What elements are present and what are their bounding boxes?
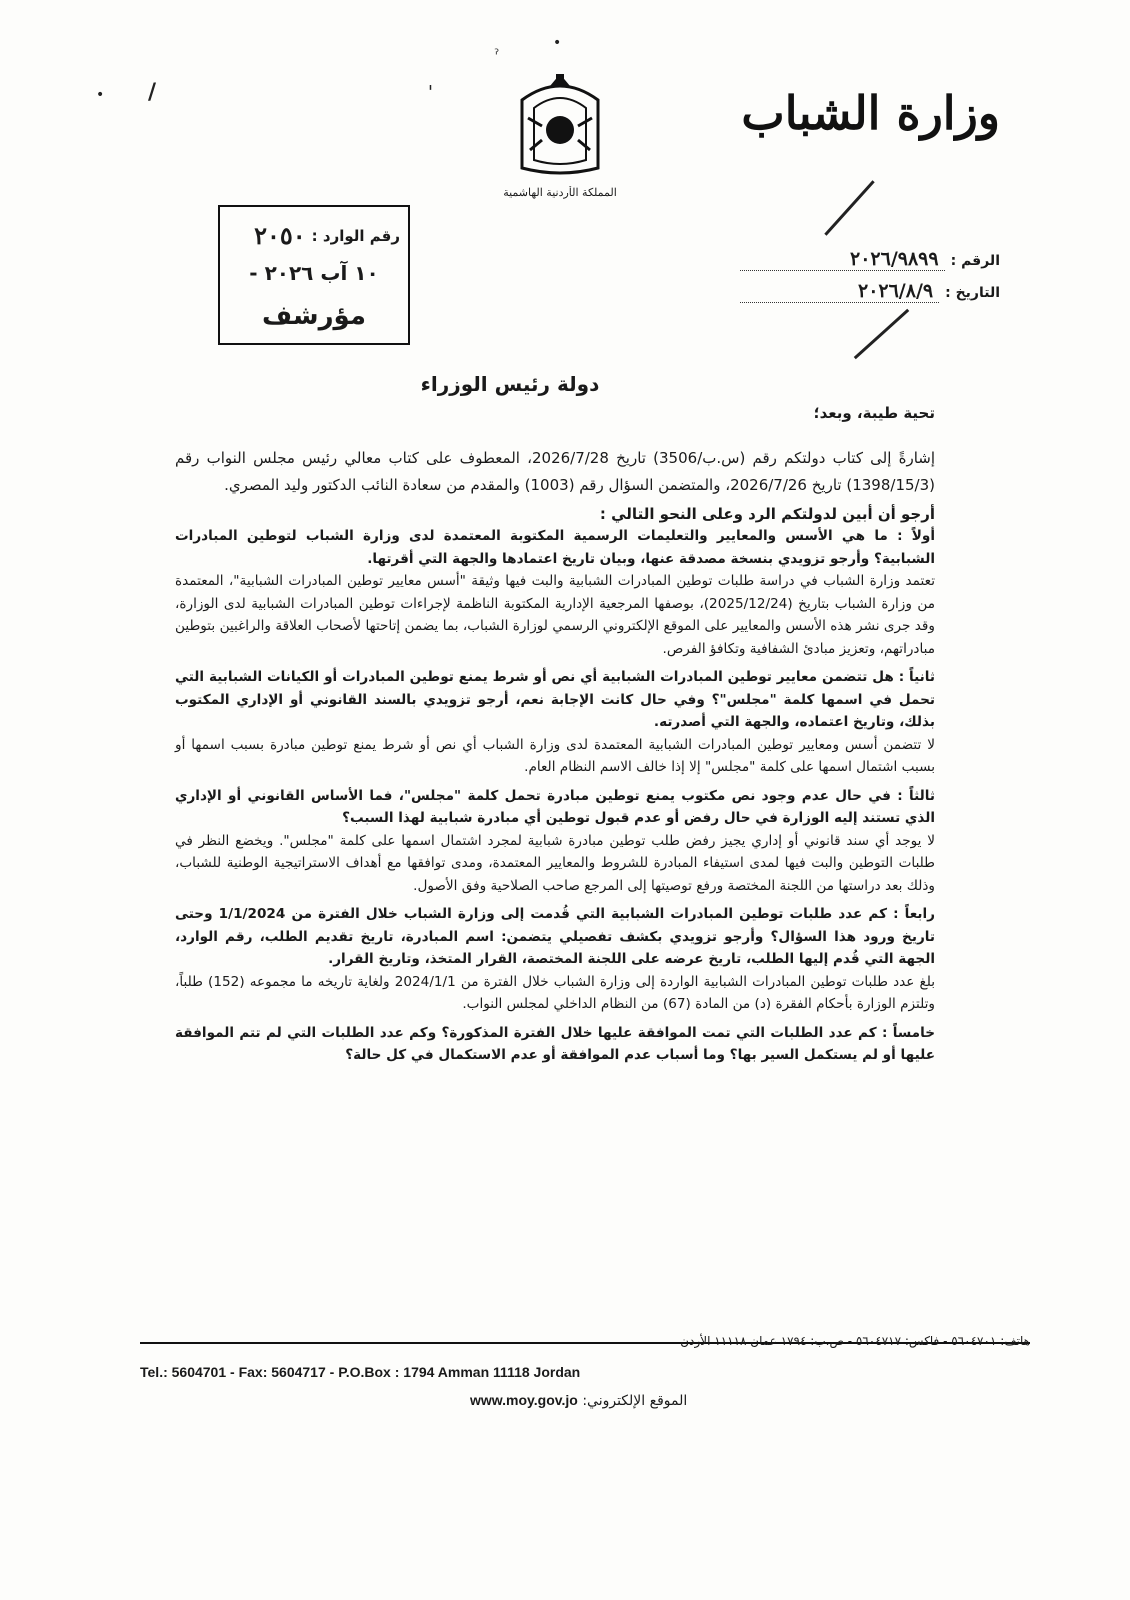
stamp-date: ١٠ آب ٢٠٢٦ - bbox=[249, 261, 379, 285]
pen-stroke bbox=[854, 309, 910, 359]
stamp-number-row bbox=[224, 221, 400, 250]
intro-paragraph: إشارةً إلى كتاب دولتكم رقم (س.ب/3506) تاريخ 2026/7/28، المعطوف على كتاب معالي رئيس مجلس النواب رقم (1398/15/3) تاريخ 2026/7/26، والمتضمن السؤال رقم (1003) والمقدم من سعادة النائب الدكتور وليد المصري. bbox=[175, 448, 936, 494]
letter-body bbox=[175, 402, 935, 1067]
stamp-label: رقم الوارد : bbox=[311, 226, 400, 245]
answer-3: لا يوجد أي سند قانوني أو إداري يجيز رفض طلب توطين مبادرة شبابية لمجرد اشتمال اسمها على كلمة "مجلس". ويخضع النظر في طلبات التوطين والبت فيها لمدى استيفاء المبادرة للشروط والمعايير المعتمدة، ومدى توافقها مع أهداف الاستراتيجية الوطنية للشباب، وذلك بعد دراستها من اللجنة المختصة ورفع توصيتها إلى المرجع صاحب الصلاحية وفق الأصول. bbox=[175, 832, 935, 894]
question-5: خامساً : كم عدد الطلبات التي تمت الموافقة عليها خلال الفترة المذكورة؟ وكم عدد الطلبات التي لم تتم الموافقة عليها أو لم يستكمل السير بها؟ وما أسباب عدم الموافقة أو عدم الاستكمال في كل حالة؟ bbox=[175, 1024, 935, 1063]
reference-date-value: ٢٠٢٦/٨/٩ bbox=[740, 280, 939, 303]
scan-speck: ˀ bbox=[494, 47, 500, 63]
reference-number-row bbox=[740, 248, 1000, 280]
stamp-number: ٢٠٥٠ bbox=[254, 221, 306, 250]
answer-1: تعتمد وزارة الشباب في دراسة طلبات توطين المبادرات الشبابية والبت فيها وثيقة "أسس معايير توطين المبادرات الشبابية"، المعتمدة من وزارة الشباب بتاريخ (2025/12/24)، بوصفها المرجعية الإدارية المكتوبة الناظمة لإجراءات توطين المبادرات الشبابية لدى الوزارة، وقد جرى نشر هذه الأسس والمعايير على الموقع الإلكتروني الرسمي لوزارة الشباب، بما يضمن إتاحتها لأصحاب العلاقة والراغبين بتوطين مبادراتهم، وتعزيز مبادئ الشفافية وتكافؤ الفرص. bbox=[175, 573, 936, 657]
scan-speck: ' bbox=[428, 82, 433, 103]
pen-stroke bbox=[824, 180, 874, 236]
addressee: دولة رئيس الوزراء bbox=[420, 372, 600, 396]
stamp-archive-label: مؤرشف bbox=[262, 301, 366, 331]
question-3: ثالثاً : في حال عدم وجود نص مكتوب يمنع توطين مبادرة تحمل كلمة "مجلس"، فما الأساس القانوني أو الإداري الذي تستند إليه الوزارة في حال رفض أو عدم قبول توطين أي مبادرة شبابية لهذا السبب؟ bbox=[175, 787, 935, 826]
question-2: ثانياً : هل تتضمن معايير توطين المبادرات الشبابية أي نص أو شرط يمنع توطين المبادرات أو الكيانات الشبابية التي تحمل في اسمها كلمة "مجلس"؟ وفي حال كانت الإجابة نعم، أرجو تزويدي بالسند القانوني أو الإداري المكتوب بذلك، وتاريخ اعتماده، والجهة التي أصدرته. bbox=[175, 669, 935, 730]
crest-caption: المملكة الأردنية الهاشمية bbox=[503, 186, 617, 199]
answer-4: بلغ عدد طلبات توطين المبادرات الشبابية الواردة إلى وزارة الشباب خلال الفترة من 2024/1/1 ولغاية تاريخه ما مجموعه (152) طلباً، وتلتزم الوزارة بأحكام الفقرة (د) من المادة (67) من النظام الداخلي لمجلس النواب. bbox=[175, 973, 936, 1012]
reference-number-value: ٢٠٢٦/٩٨٩٩ bbox=[740, 248, 945, 271]
incoming-stamp bbox=[218, 205, 410, 345]
answer-2: لا تتضمن أسس ومعايير توطين المبادرات الشبابية المعتمدة لدى وزارة الشباب أي نص أو شرط يمنع توطين مبادرة بسبب اسمها أو بسبب اشتمال اسمها على كلمة "مجلس" إلا إذا خالف الاسم النظام العام. bbox=[175, 736, 935, 775]
greeting: تحية طيبة، وبعد؛ bbox=[813, 404, 935, 422]
question-4: رابعاً : كم عدد طلبات توطين المبادرات الشبابية التي قُدمت إلى وزارة الشباب خلال الفترة من 1/1/2024 وحتى تاريخ ورود هذا السؤال؟ وأرجو تزويدي بكشف تفصيلي يتضمن: اسم المبادرة، تاريخ تقديم الطلب، رقم الوارد، الجهة التي قُدم إليها الطلب، تاريخ عرضه على اللجنة المختصة، القرار المتخذ، وتاريخ القرار. bbox=[175, 906, 935, 967]
reference-date-label: التاريخ : bbox=[945, 285, 1000, 301]
question-1: أولاً : ما هي الأسس والمعايير والتعليمات الرسمية المكتوبة المعتمدة لدى وزارة الشباب لتوطين المبادرات الشبابية؟ وأرجو تزويدي بنسخة مصدقة عنها، وبيان تاريخ اعتمادها والجهة التي أقرتها. bbox=[175, 528, 935, 567]
reference-number-label: الرقم : bbox=[950, 253, 1000, 269]
reference-date-row bbox=[740, 280, 1000, 312]
scan-speck: / bbox=[148, 80, 157, 105]
website-url-link[interactable]: www.moy.gov.jo bbox=[470, 1392, 578, 1408]
reference-block bbox=[740, 248, 1000, 312]
request-line: أرجو أن أبين لدولتكم الرد وعلى النحو التالي : bbox=[599, 504, 935, 523]
ministry-logo-text: وزارة الشباب bbox=[741, 86, 1000, 140]
website-label: الموقع الإلكتروني: bbox=[582, 1393, 688, 1409]
footer-english-contact: Tel.: 5604701 - Fax: 5604717 - P.O.Box : 1794 Amman 11118 Jordan bbox=[140, 1364, 581, 1380]
footer-arabic-contact: هاتف: ٥٦٠٤٧٠١ - فاكس: ٥٦٠٤٧١٧ - ص.ب: ١٧٩٤ عمان ١١١١٨ الأردن bbox=[680, 1334, 1030, 1348]
scan-speck: • bbox=[96, 87, 105, 103]
scan-speck: • bbox=[553, 35, 562, 51]
footer-website bbox=[470, 1392, 687, 1409]
